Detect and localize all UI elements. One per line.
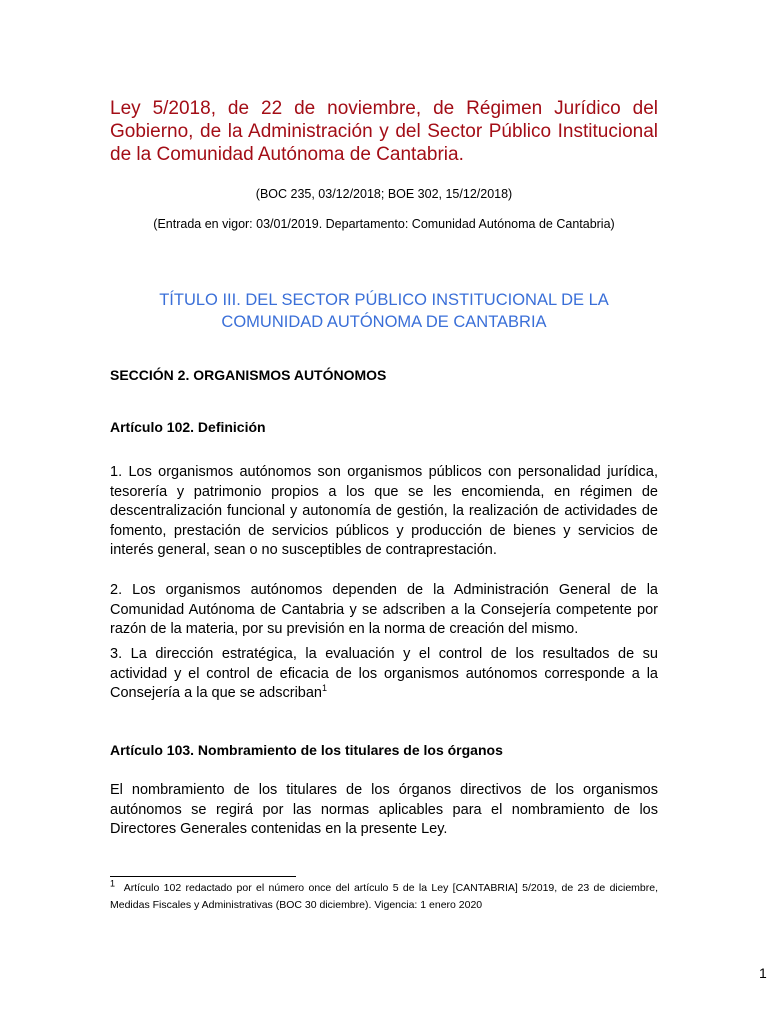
article-103-paragraph-1: El nombramiento de los titulares de los órganos directivos de los organismos autónomos se regirá por las normas aplicables para el nombramiento de los Directores Generales contenidas en la presente Ley. bbox=[110, 782, 658, 837]
article-102-paragraph-2: 2. Los organismos autónomos dependen de la Administración General de la Comunidad Autónoma de Cantabria y se adscriben a la Consejería competente por razón de la materia, por su previsión en la norma de creación del mismo. bbox=[110, 582, 658, 637]
article-103-heading: Artículo 103. Nombramiento de los titulares de los órganos bbox=[110, 742, 503, 758]
article-102-paragraph-3 bbox=[110, 645, 658, 704]
footnote-number: 1 bbox=[110, 878, 116, 889]
page-number: 1 bbox=[759, 965, 767, 981]
entry-into-force-note: (Entrada en vigor: 03/01/2019. Departamento: Comunidad Autónoma de Cantabria) bbox=[153, 217, 615, 231]
article-102-paragraph-1: 1. Los organismos autónomos son organismos públicos con personalidad jurídica, tesorería y patrimonio propios a los que se les encomienda, en régimen de descentralización funcional y autonomía de gestión, la realización de actividades de fomento, prestación de servicios públicos y producción de bienes y servicios de interés general, sean o no susceptibles de contraprestación. bbox=[110, 464, 658, 558]
article-102-paragraph-3-text: 3. La dirección estratégica, la evaluación y el control de los resultados de su actividad y el control de eficacia de los organismos autónomos corresponde a la Consejería a la que se adscriban bbox=[110, 646, 658, 701]
footnote-reference[interactable]: 1 bbox=[322, 683, 328, 694]
footnote bbox=[110, 880, 658, 914]
seccion-heading: SECCIÓN 2. ORGANISMOS AUTÓNOMOS bbox=[110, 367, 387, 383]
titulo-heading: TÍTULO III. DEL SECTOR PÚBLICO INSTITUCIONAL DE LA COMUNIDAD AUTÓNOMA DE CANTABRIA bbox=[159, 291, 609, 331]
footnote-text: Artículo 102 redactado por el número once del artículo 5 de la Ley [CANTABRIA] 5/2019, de 23 de diciembre, Medidas Fiscales y Administrativas (BOC 30 diciembre). Vigencia: 1 enero 2020 bbox=[110, 882, 659, 911]
document-title: Ley 5/2018, de 22 de noviembre, de Régimen Jurídico del Gobierno, de la Administración y del Sector Público Institucional de la Comunidad Autónoma de Cantabria. bbox=[110, 98, 658, 165]
article-102-heading: Artículo 102. Definición bbox=[110, 419, 266, 435]
publication-reference: (BOC 235, 03/12/2018; BOE 302, 15/12/2018) bbox=[255, 187, 513, 201]
footnote-separator bbox=[110, 876, 296, 877]
